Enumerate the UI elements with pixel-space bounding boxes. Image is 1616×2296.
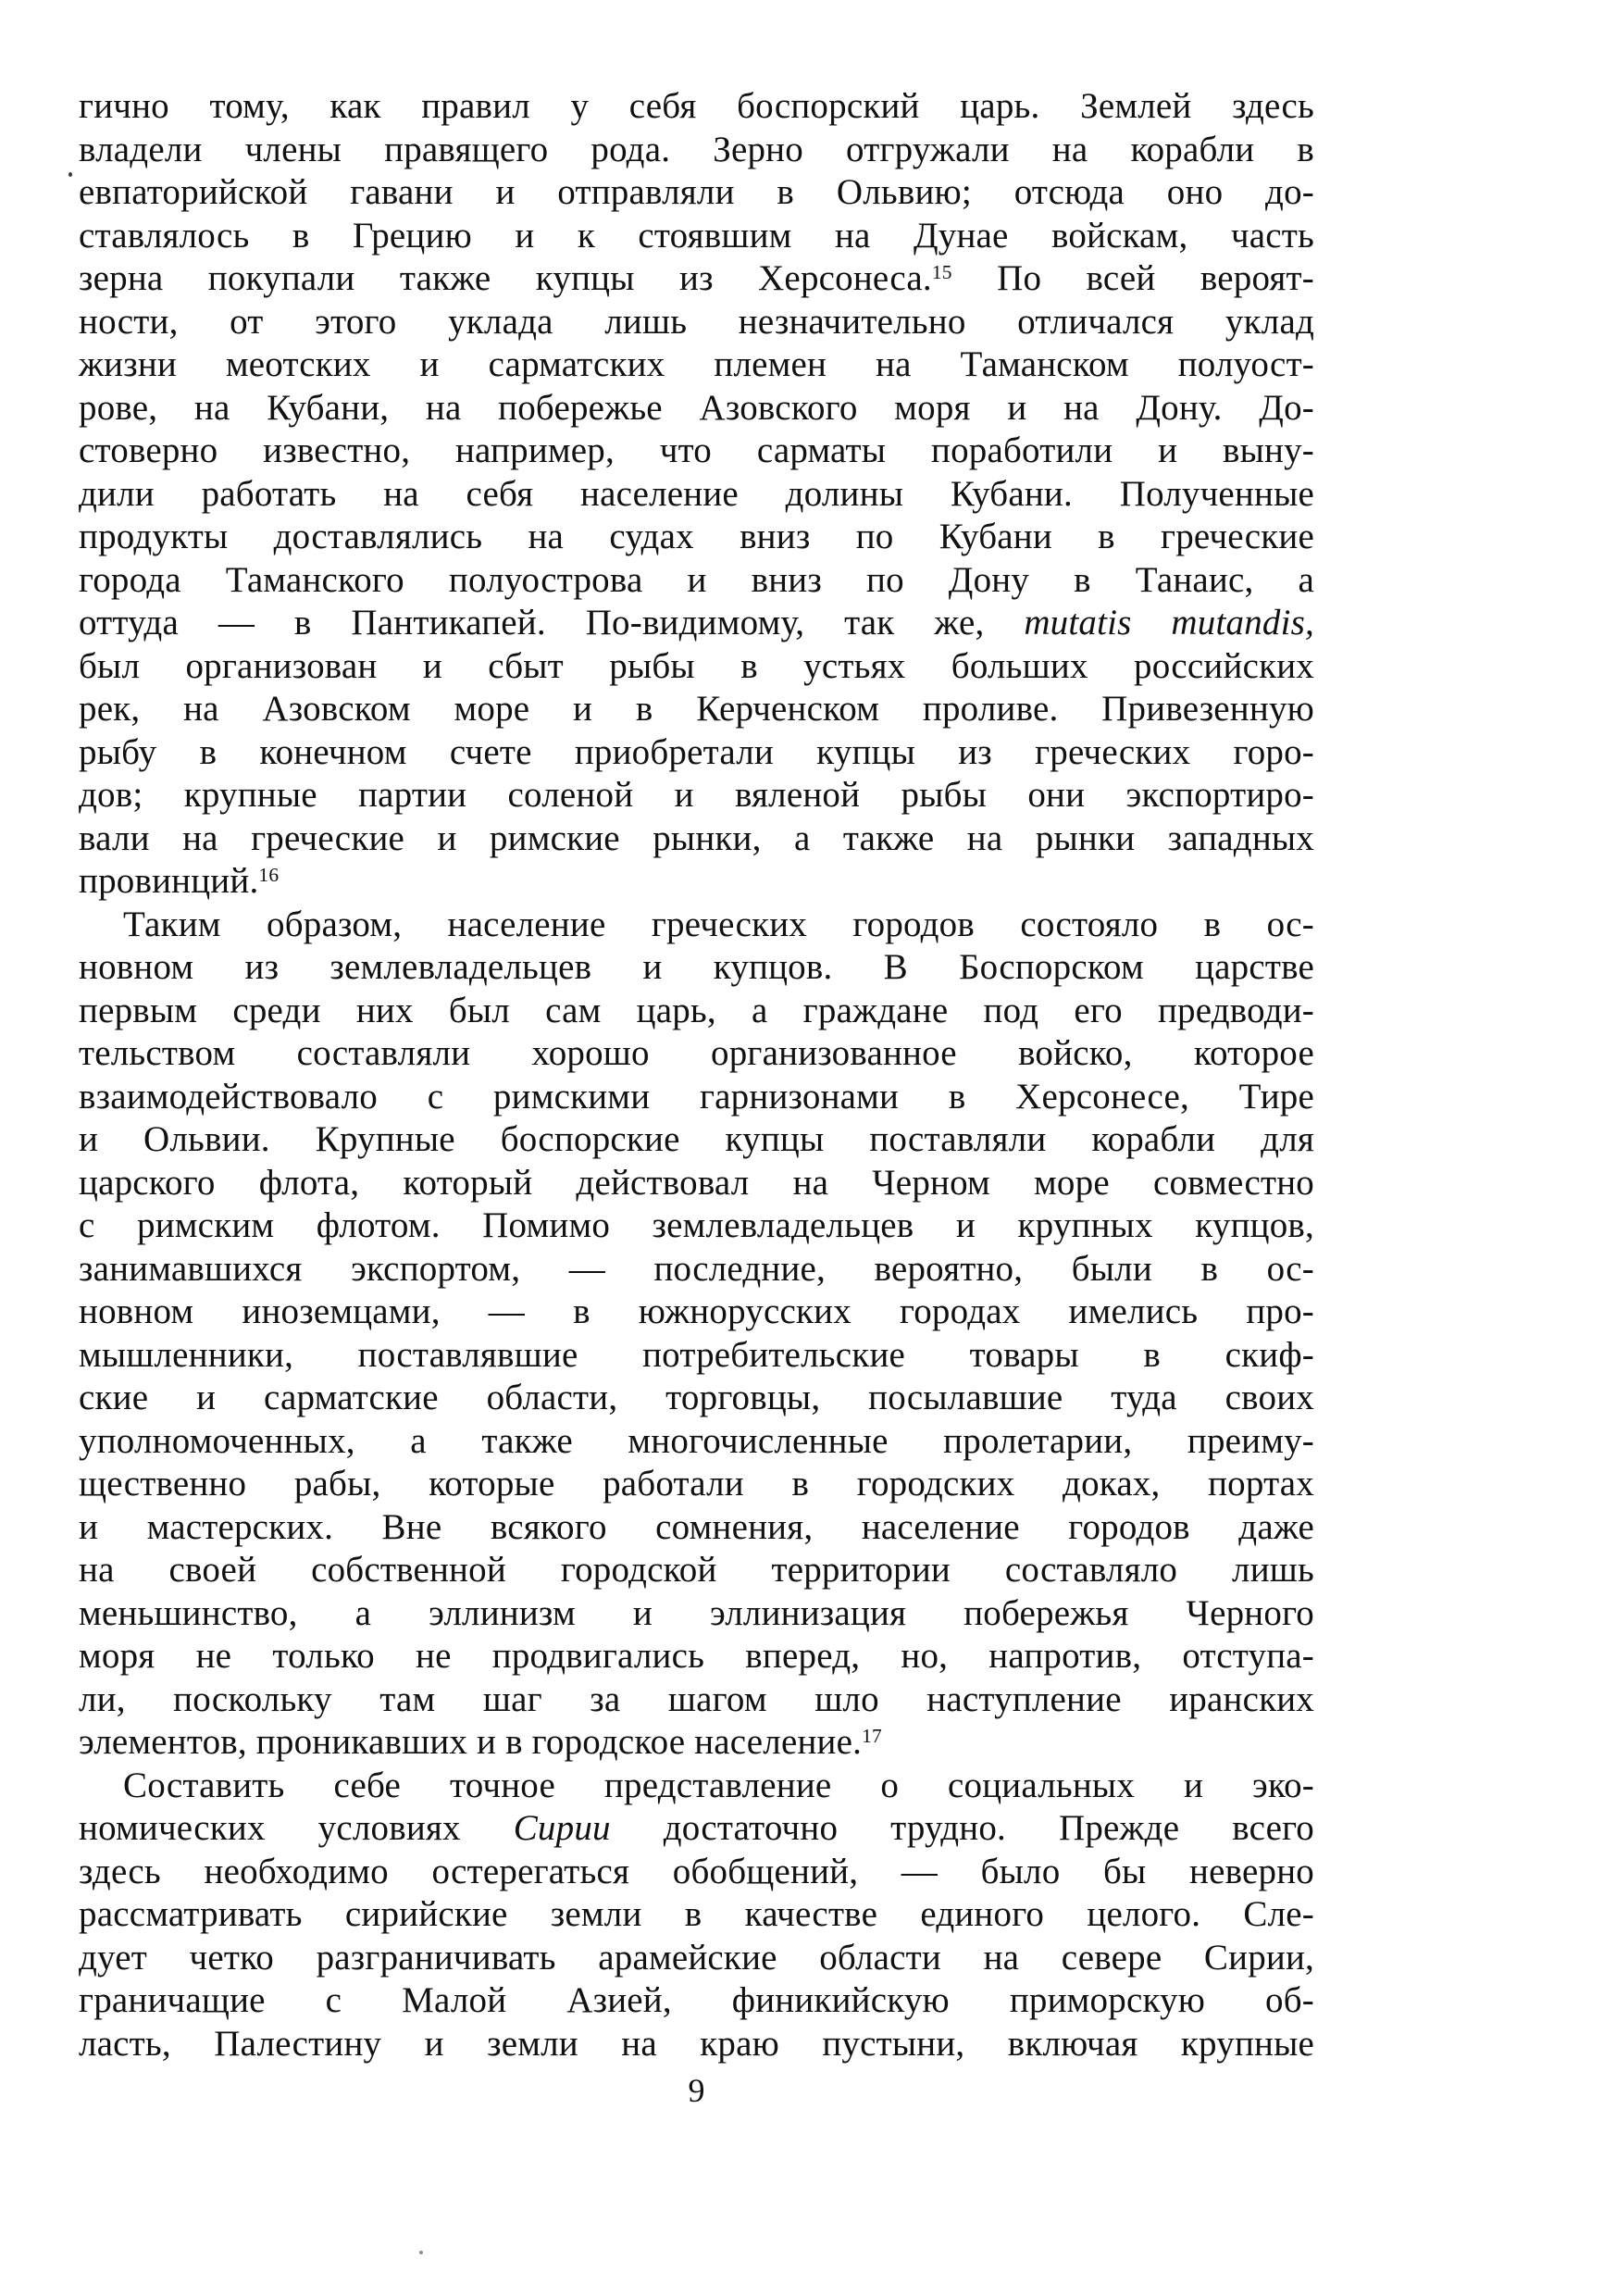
- text-line: тельством составляли хорошо организованное войско, которое: [79, 1033, 1314, 1073]
- text-line: стоверно известно, например, что сарматы поработили и выну-: [79, 430, 1314, 470]
- text-line: с римским флотом. Помимо землевладельцев и крупных купцов,: [79, 1205, 1314, 1245]
- text-line: ли, поскольку там шаг за шагом шло наступление иранских: [79, 1678, 1314, 1719]
- text-line: владели члены правящего рода. Зерно отгружали на корабли в: [79, 129, 1314, 169]
- text-line: дили работать на себя население долины Кубани. Полученные: [79, 473, 1314, 514]
- text-line: занимавшихся экспортом, — последние, вероятно, были в ос-: [79, 1248, 1314, 1289]
- text-line: рассматривать сирийские земли в качестве единого целого. Сле-: [79, 1894, 1314, 1934]
- footnote-reference: 16: [258, 864, 280, 887]
- text-line: первым среди них был сам царь, а граждане под его предводи-: [79, 990, 1314, 1030]
- text-line: был организован и сбыт рыбы в устьях больших российских: [79, 645, 1314, 686]
- text-line: города Таманского полуострова и вниз по Дону в Танаис, а: [79, 559, 1314, 600]
- text-line: продукты доставлялись на судах вниз по Кубани в греческие: [79, 517, 1314, 556]
- text-line: новном из землевладельцев и купцов. В Боспорском царстве: [79, 947, 1314, 987]
- text-line: вали на греческие и римские рынки, а также на рынки западных: [79, 817, 1314, 858]
- text-line: взаимодействовало с римскими гарнизонами в Херсонесе, Тире: [79, 1076, 1314, 1117]
- text-line: уполномоченных, а также многочисленные пролетарии, преиму-: [79, 1420, 1314, 1461]
- text-line: моря не только не продвигались вперед, но, напротив, отступа-: [79, 1636, 1314, 1676]
- text-line: дует четко разграничивать арамейские области на севере Сирии,: [79, 1937, 1314, 1978]
- footnote-reference: 17: [862, 1725, 882, 1748]
- footnote-reference: 15: [931, 261, 952, 284]
- text-line: Таким образом, население греческих городов состояло в ос-: [123, 904, 1314, 944]
- text-line: щественно рабы, которые работали в городских доках, портах: [79, 1464, 1314, 1504]
- text-line: гично тому, как правил у себя боспорский царь. Землей здесь: [79, 86, 1314, 126]
- text-line: царского флота, который действовал на Черном море совместно: [79, 1162, 1314, 1203]
- text-line: зерна покупали также купцы из Херсонеса.$^{15}$ По всей вероят-: [79, 258, 1314, 298]
- text-line: рыбу в конечном счете приобретали купцы из греческих горо-: [79, 731, 1314, 772]
- text-line: на своей собственной городской территории составляло лишь: [79, 1550, 1314, 1590]
- text-line: евпаторийской гавани и отправляли в Ольвию; отсюда оно до-: [79, 172, 1314, 212]
- page-number: 9: [688, 2072, 705, 2109]
- text-line: ласть, Палестину и земли на краю пустыни, включая крупные: [79, 2023, 1314, 2064]
- text-line: здесь необходимо остерегаться обобщений, — было бы неверно: [79, 1851, 1314, 1891]
- text-line: меньшинство, а эллинизм и эллинизация побережья Черного: [79, 1592, 1314, 1633]
- text-line: номических условиях Сирии достаточно трудно. Прежде всего: [79, 1808, 1314, 1848]
- text-line: рове, на Кубани, на побережье Азовского моря и на Дону. До-: [79, 387, 1314, 428]
- text-line: и мастерских. Вне всякого сомнения, население городов даже: [79, 1506, 1314, 1547]
- text-line: ности, от этого уклада лишь незначительно отличался уклад: [79, 301, 1314, 342]
- text-line: Составить себе точное представление о социальных и эко-: [123, 1765, 1314, 1805]
- text-line: провинций.$^{16}$: [79, 861, 280, 901]
- body-text: [79, 85, 1314, 2065]
- text-line: ставлялось в Грецию и к стоявшим на Дунае войскам, часть: [79, 215, 1314, 256]
- text-line: граничащие с Малой Азией, финикийскую приморскую об-: [79, 1980, 1314, 2020]
- text-line: оттуда — в Пантикапей. По-видимому, так же, mutatis mutandis,: [79, 603, 1314, 643]
- text-line: мышленники, поставлявшие потребительские товары в скиф-: [79, 1334, 1314, 1375]
- text-line: жизни меотских и сарматских племен на Таманском полуост-: [79, 344, 1314, 384]
- scan-artifact-dot: [68, 172, 72, 177]
- text-line: ские и сарматские области, торговцы, посылавшие туда своих: [79, 1378, 1314, 1417]
- text-line: и Ольвии. Крупные боспорские купцы поставляли корабли для: [79, 1119, 1314, 1159]
- text-line: новном иноземцами, — в южнорусских городах имелись про-: [79, 1292, 1314, 1331]
- text-line: рек, на Азовском море и в Керченском проливе. Привезенную: [79, 689, 1314, 729]
- scan-artifact-dot: [419, 2251, 423, 2254]
- text-line: элементов, проникавших и в городское население.$^{17}$: [79, 1722, 882, 1762]
- text-line: дов; крупные партии соленой и вяленой рыбы они экспортиро-: [79, 775, 1314, 815]
